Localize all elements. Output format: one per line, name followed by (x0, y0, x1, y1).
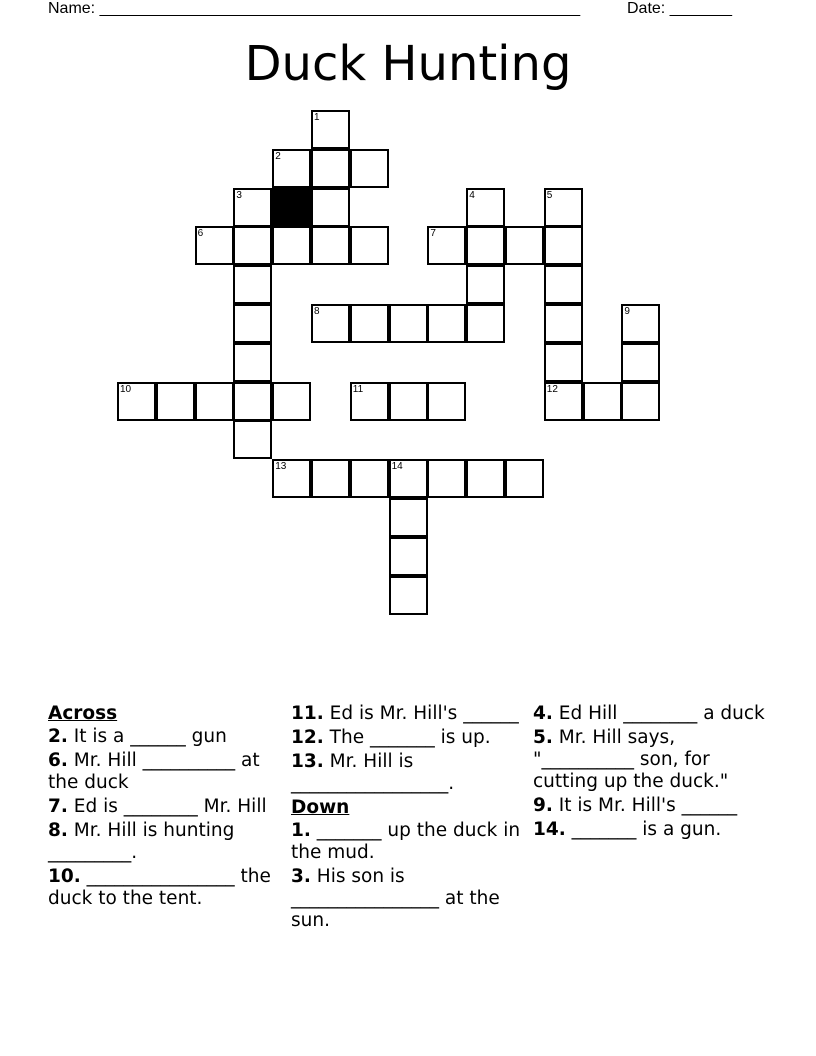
crossword-cell[interactable] (272, 226, 311, 265)
across-clue-list (48, 726, 280, 910)
clue (48, 796, 280, 818)
crossword-cell[interactable] (505, 226, 544, 265)
clue (48, 820, 280, 864)
crossword-cell[interactable] (389, 304, 428, 343)
crossword-cell[interactable] (350, 382, 389, 421)
clue-text: It is Mr. Hill's ______ (552, 795, 738, 816)
crossword-cell[interactable] (427, 304, 466, 343)
crossword-cell[interactable] (544, 265, 583, 304)
clue-number: 13. (291, 751, 324, 772)
crossword-cell[interactable] (195, 382, 234, 421)
crossword-cell[interactable] (117, 382, 156, 421)
clue-number: 13 (275, 461, 287, 473)
clue (533, 727, 765, 793)
crossword-cell[interactable] (544, 226, 583, 265)
crossword-cell[interactable] (233, 226, 272, 265)
clue-number: 8. (48, 820, 68, 841)
black-square (272, 188, 311, 227)
clue (48, 750, 280, 794)
crossword-cell[interactable] (233, 382, 272, 421)
crossword-cell[interactable] (272, 382, 311, 421)
clue-number: 5. (533, 727, 553, 748)
crossword-cell[interactable] (427, 382, 466, 421)
crossword-cell[interactable] (583, 382, 622, 421)
crossword-cell[interactable] (311, 110, 350, 149)
clue (48, 726, 280, 748)
clue-text: It is a ______ gun (67, 726, 227, 747)
crossword-cell[interactable] (195, 226, 234, 265)
clue-number: 12. (291, 727, 324, 748)
crossword-cell[interactable] (427, 459, 466, 498)
name-field: Name: ______________________________________________________ (48, 0, 581, 17)
crossword-cell[interactable] (466, 304, 505, 343)
clue-text: Mr. Hill says, "__________ son, for cutting up the duck." (533, 727, 729, 792)
clue-number: 14. (533, 819, 566, 840)
crossword-cell[interactable] (233, 420, 272, 459)
crossword-cell[interactable] (427, 226, 466, 265)
clue-text: Ed Hill ________ a duck (552, 703, 765, 724)
clue-text: Mr. Hill is _________________. (291, 751, 455, 794)
down-heading: Down (291, 797, 350, 818)
crossword-cell[interactable] (350, 149, 389, 188)
crossword-cell[interactable] (156, 382, 195, 421)
clue-text: The _______ is up. (323, 727, 491, 748)
page-title: Duck Hunting (244, 36, 572, 92)
clue-number: 3 (236, 189, 242, 201)
crossword-cell[interactable] (389, 537, 428, 576)
clue-text: Ed is Mr. Hill's ______ (323, 703, 519, 724)
crossword-cell[interactable] (621, 343, 660, 382)
clue (291, 727, 523, 749)
crossword-cell[interactable] (350, 226, 389, 265)
crossword-cell[interactable] (505, 459, 544, 498)
clue-number: 1 (314, 112, 320, 123)
crossword-cell[interactable] (311, 226, 350, 265)
crossword-cell[interactable] (233, 188, 272, 227)
crossword-cell[interactable] (544, 343, 583, 382)
down-clue-list (291, 820, 523, 932)
clue-number: 6 (197, 228, 204, 240)
clue-number: 10. (48, 866, 81, 887)
clue-number: 2 (275, 150, 281, 162)
clue-number: 9 (624, 306, 630, 317)
across-heading: Across (48, 703, 118, 724)
crossword-cell[interactable] (311, 459, 350, 498)
clue-number: 2. (48, 726, 68, 747)
crossword-cell[interactable] (544, 304, 583, 343)
clue-number: 9. (533, 795, 553, 816)
clue-number: 11 (352, 383, 364, 395)
crossword-cell[interactable] (272, 459, 311, 498)
crossword-cell[interactable] (272, 149, 311, 188)
crossword-cell[interactable] (233, 265, 272, 304)
crossword-cell[interactable] (466, 226, 505, 265)
clue-number: 7. (48, 796, 68, 817)
crossword-cell[interactable] (466, 459, 505, 498)
clue (291, 703, 523, 725)
clues-column-2 (291, 703, 523, 934)
clue-text: ________________ the duck to the tent. (48, 866, 271, 909)
clue (533, 795, 765, 817)
crossword-cell[interactable] (233, 304, 272, 343)
clue (291, 751, 523, 795)
clues-column-1 (48, 703, 280, 912)
clue-number: 8 (314, 306, 320, 317)
clue-text: _______ up the duck in the mud. (291, 820, 521, 863)
clue-number: 12 (546, 383, 558, 395)
crossword-cell[interactable] (466, 188, 505, 227)
clue (291, 866, 523, 932)
clue-text: His son is ________________ at the sun. (291, 866, 500, 931)
crossword-cell[interactable] (311, 149, 350, 188)
crossword-cell[interactable] (544, 382, 583, 421)
clue (533, 819, 765, 841)
clue-number: 4 (469, 189, 475, 201)
clue-number: 14 (391, 461, 403, 473)
crossword-cell[interactable] (389, 459, 428, 498)
clue-number: 3. (291, 866, 311, 887)
crossword-cell[interactable] (389, 498, 428, 537)
crossword-cell[interactable] (233, 343, 272, 382)
clue-number: 4. (533, 703, 553, 724)
crossword-cell[interactable] (350, 459, 389, 498)
clue-text: Mr. Hill is hunting _________. (48, 820, 235, 863)
crossword-cell[interactable] (389, 576, 428, 615)
clue (48, 866, 280, 910)
crossword-cell[interactable] (389, 382, 428, 421)
clue-number: 5 (546, 189, 553, 201)
crossword-cell[interactable] (311, 188, 350, 227)
date-field: Date: _______ (627, 0, 732, 17)
clue-number: 6. (48, 750, 68, 771)
clue-text: _______ is a gun. (565, 819, 722, 840)
clue (533, 703, 765, 725)
crossword-cell[interactable] (466, 265, 505, 304)
crossword-cell[interactable] (544, 188, 583, 227)
clue-number: 1. (291, 820, 311, 841)
clue-number: 11. (291, 703, 324, 724)
crossword-cell[interactable] (311, 304, 350, 343)
clue (291, 820, 523, 864)
clue-number: 10 (120, 383, 132, 395)
crossword-cell[interactable] (621, 304, 660, 343)
crossword-cell[interactable] (350, 304, 389, 343)
clue-text: Mr. Hill __________ at the duck (48, 750, 260, 793)
crossword-cell[interactable] (621, 382, 660, 421)
clues-column-3 (533, 703, 765, 843)
across-clue-list-continued (291, 703, 523, 795)
clue-number: 7 (430, 228, 436, 240)
clue-text: Ed is ________ Mr. Hill (67, 796, 267, 817)
down-clue-list-continued (533, 703, 765, 841)
